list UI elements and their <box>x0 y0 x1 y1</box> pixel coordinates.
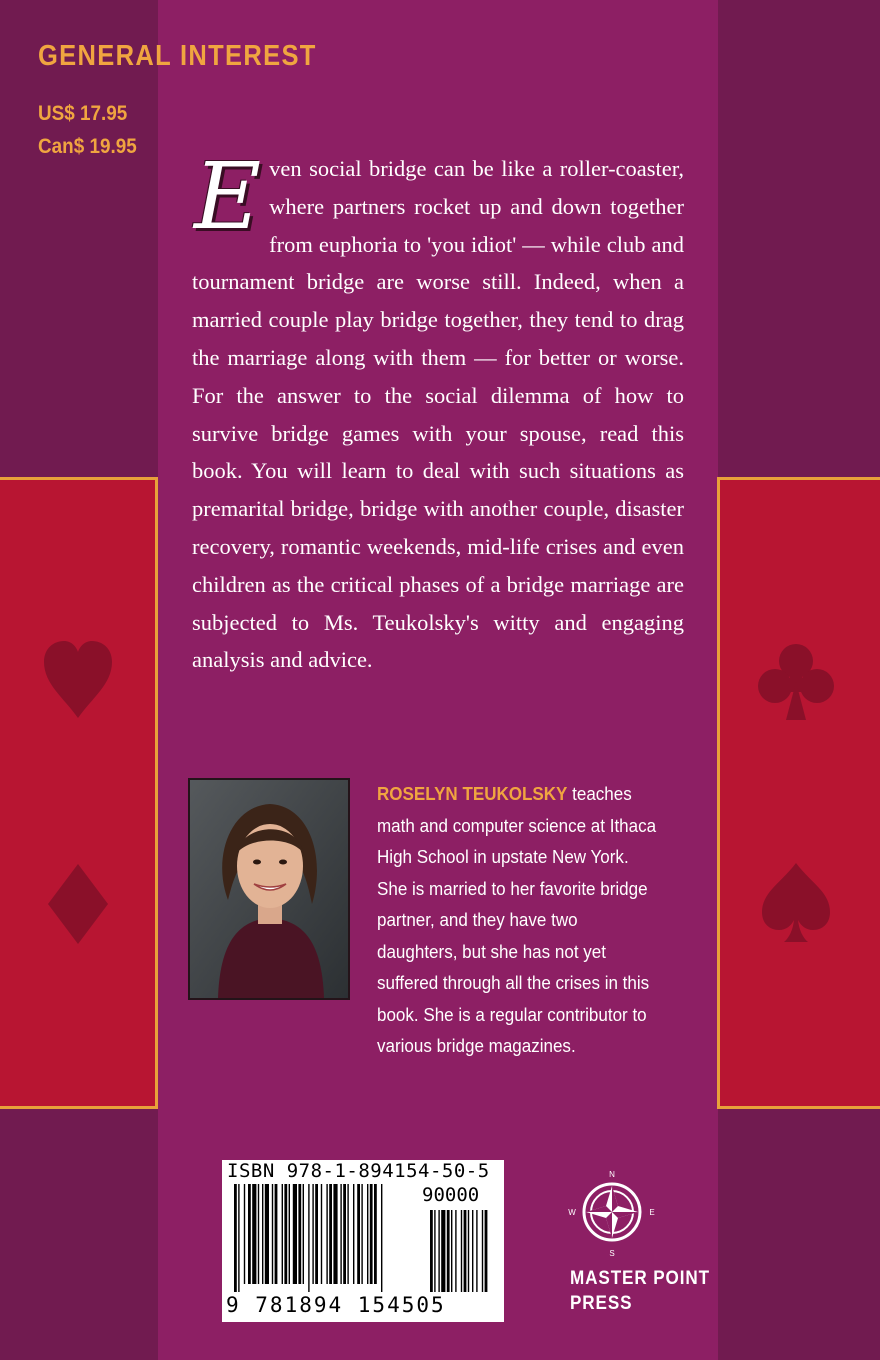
publisher-name-line2: PRESS <box>570 1293 633 1314</box>
barcode-addon-bar <box>461 1210 462 1292</box>
barcode-bar <box>361 1184 362 1284</box>
barcode-bar <box>303 1184 304 1284</box>
publisher-name-line1: MASTER POINT <box>570 1268 711 1289</box>
left-card-panel <box>0 477 158 1109</box>
barcode-bar <box>238 1184 239 1292</box>
barcode-addon-bar <box>455 1210 456 1292</box>
barcode-bar <box>272 1184 273 1284</box>
compass-south-label: S <box>609 1249 615 1258</box>
barcode-bar <box>353 1184 354 1284</box>
compass-east-label: E <box>649 1208 655 1217</box>
barcode-addon-bar <box>430 1210 433 1292</box>
barcode-bar <box>312 1184 313 1284</box>
barcode-bar <box>284 1184 287 1284</box>
barcode-bar <box>308 1184 309 1292</box>
drop-cap: E <box>194 143 262 250</box>
barcode-bar <box>326 1184 327 1284</box>
barcode-bar <box>289 1184 290 1284</box>
barcode-bar <box>321 1184 322 1284</box>
barcode-bar <box>343 1184 346 1284</box>
barcode-addon-bar <box>464 1210 467 1292</box>
price-us: US$ 17.95 <box>38 102 128 125</box>
barcode-bar <box>252 1184 256 1284</box>
barcode-bars <box>230 1184 502 1294</box>
book-blurb <box>192 143 684 679</box>
barcode-addon-bar <box>447 1210 450 1292</box>
barcode-bar <box>347 1184 348 1284</box>
barcode-bar <box>340 1184 341 1284</box>
ean-digits: 9 781894 154505 <box>226 1293 446 1317</box>
barcode-bar <box>315 1184 318 1284</box>
publisher-name <box>570 1266 710 1316</box>
barcode-bar <box>248 1184 251 1284</box>
diamond-icon <box>46 864 110 944</box>
barcode-bar <box>374 1184 377 1284</box>
barcode-bar <box>258 1184 259 1284</box>
compass-north-label: N <box>609 1170 615 1179</box>
barcode-bar <box>298 1184 301 1284</box>
author-name: ROSELYN TEUKOLSKY <box>377 783 568 804</box>
author-bio <box>377 778 660 1062</box>
author-photo <box>188 778 350 1000</box>
barcode-bar <box>367 1184 368 1284</box>
barcode-bar <box>244 1184 245 1284</box>
barcode-addon-bar <box>451 1210 452 1292</box>
barcode-addon-bar <box>485 1210 488 1292</box>
spade-icon <box>760 862 832 944</box>
barcode-bar <box>370 1184 373 1284</box>
barcode-addon-bar <box>441 1210 445 1292</box>
barcode-addon-bar <box>476 1210 477 1292</box>
club-icon <box>756 642 836 722</box>
barcode-addon-bar <box>434 1210 435 1292</box>
author-bio-text: teaches math and computer science at Ithaca High School in upstate New York. She is married to her favorite bridge partner, and they have two daughters, but she has not yet suffered through all the crises in this book. She is a regular contributor to various bridge magazines. <box>377 783 657 1056</box>
price-addon-code: 90000 <box>422 1184 480 1206</box>
isbn-number: ISBN 978-1-894154-50-5 <box>227 1160 490 1182</box>
blurb-text: ven social bridge can be like a roller-coaster, where partners rocket up and down together from euphoria to 'you idiot' — while club and tournament bridge are worse still. Indeed, when a married couple play bridge together, they tend to drag the marriage along with them — for better or worse. For the answer to the social dilemma of how to survive bridge games with your spouse, read this book. You will learn to deal with such situations as premarital bridge, bridge with another couple, disaster recovery, romantic weekends, mid-life crises and even children as the critical phases of a bridge marriage are subjected to Ms. Teukolsky's witty and engaging analysis and advice. <box>192 156 684 673</box>
barcode-bar <box>234 1184 237 1292</box>
barcode-bar <box>333 1184 337 1284</box>
barcode-bar <box>265 1184 269 1284</box>
barcode-addon-bar <box>438 1210 439 1292</box>
barcode-bar <box>357 1184 360 1284</box>
price-can: Can$ 19.95 <box>38 135 137 158</box>
barcode-addon-bar <box>482 1210 483 1292</box>
barcode-bar <box>329 1184 332 1284</box>
barcode-addon-bar <box>468 1210 469 1292</box>
barcode-addon-bar <box>472 1210 473 1292</box>
isbn-barcode <box>222 1160 504 1322</box>
right-card-panel <box>717 477 880 1109</box>
barcode-bar <box>293 1184 297 1284</box>
compass-west-label: W <box>568 1208 576 1217</box>
barcode-bar <box>282 1184 283 1284</box>
barcode-bar <box>275 1184 278 1284</box>
category-label: GENERAL INTEREST <box>38 40 317 72</box>
barcode-bar <box>262 1184 263 1284</box>
barcode-bar <box>381 1184 382 1292</box>
compass-logo-icon <box>566 1168 658 1263</box>
heart-icon <box>42 640 114 720</box>
